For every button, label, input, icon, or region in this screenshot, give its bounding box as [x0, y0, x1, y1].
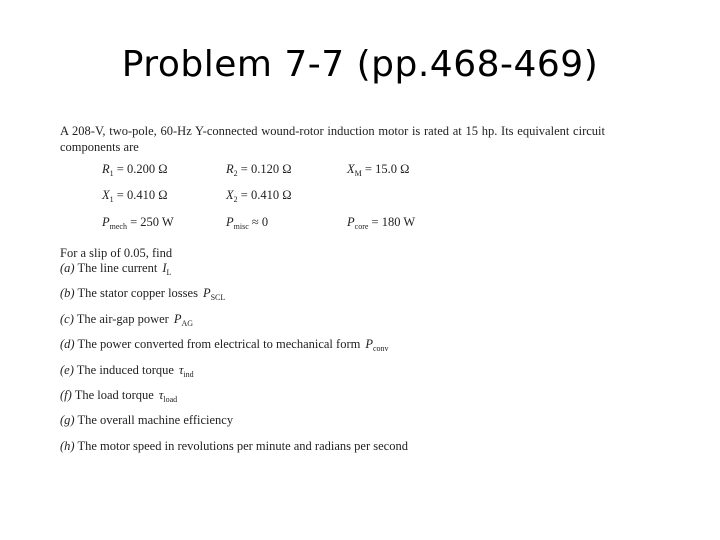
param-r1: $R_1 = 0.200$ Ω: [102, 162, 168, 178]
param-xm: $X_M = 15.0$ Ω: [347, 162, 410, 178]
param-x2: $X_2 = 0.410$ Ω: [226, 188, 292, 204]
param-pcore: $P_{core} = 180$ W: [347, 215, 416, 231]
question-h: (h) The motor speed in revolutions per minute and radians per second: [60, 438, 408, 453]
question-e: (e) The induced torque $\tau_{ind}$: [60, 362, 194, 379]
problem-statement: [60, 124, 605, 464]
param-x1: $X_1 = 0.410$ Ω: [102, 188, 168, 204]
parameter-table: [60, 159, 605, 235]
question-b: (b) The stator copper losses $P_{SCL}$: [60, 286, 226, 303]
param-r2: $R_2 = 0.120$ Ω: [226, 162, 292, 178]
problem-intro: A 208-V, two-pole, 60-Hz Y-connected wound-rotor induction motor is rated at 15 hp. Its equivalent circuit components are: [60, 124, 605, 154]
question-c: (c) The air-gap power $P_{AG}$: [60, 311, 194, 328]
question-a: (a) The line current $I_L$: [60, 261, 172, 277]
find-prompt: For a slip of 0.05, find: [60, 246, 173, 260]
param-pmisc: $P_{misc} \approx 0$: [226, 215, 269, 231]
question-d: (d) The power converted from electrical to mechanical form $P_{conv}$: [60, 337, 389, 354]
question-list: [60, 261, 605, 464]
question-f: (f) The load torque $\tau_{load}$: [60, 387, 178, 404]
param-pmech: $P_{mech} = 250$ W: [102, 215, 174, 231]
slide-title: Problem 7-7 (pp.468-469): [121, 44, 599, 85]
question-g: (g) The overall machine efficiency: [60, 413, 234, 428]
